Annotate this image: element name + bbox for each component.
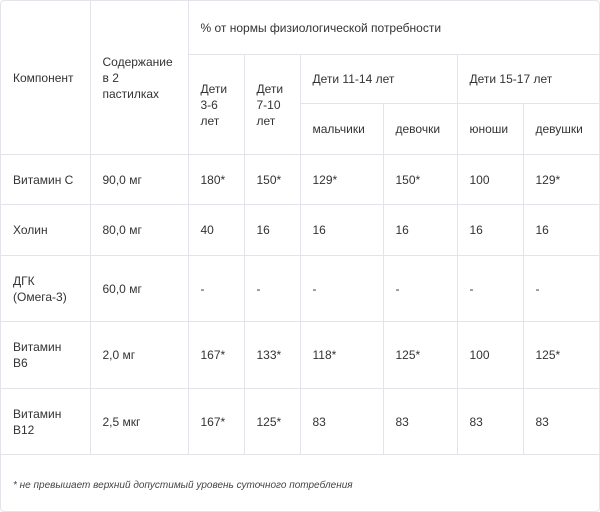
header-kids-3-6: Дети 3-6 лет [188, 55, 244, 155]
row-name: Витамин В6 [1, 322, 90, 389]
row-name: Витамин С [1, 155, 90, 205]
row-young-women: 129* [523, 155, 599, 205]
row-boys: 83 [300, 389, 383, 455]
row-kids-7-10: 150* [244, 155, 300, 205]
row-girls: 125* [383, 322, 457, 389]
row-young-women: 125* [523, 322, 599, 389]
row-young-women: - [523, 256, 599, 322]
table-row [1, 155, 599, 205]
header-kids-7-10: Дети 7-10 лет [244, 55, 300, 155]
row-boys: - [300, 256, 383, 322]
row-kids-3-6: 40 [188, 205, 244, 256]
row-girls: 16 [383, 205, 457, 256]
header-boys: мальчики [300, 104, 383, 155]
table-row [1, 322, 599, 389]
header-component: Компонент [1, 1, 90, 155]
row-kids-3-6: 167* [188, 322, 244, 389]
table-row [1, 205, 599, 256]
header-norm-title: % от нормы физиологической потребности [188, 1, 599, 55]
table-row [1, 389, 599, 455]
row-amount: 2,0 мг [90, 322, 188, 389]
header-young-women: девушки [523, 104, 599, 155]
row-kids-7-10: 16 [244, 205, 300, 256]
header-row-1 [1, 1, 599, 55]
row-kids-7-10: - [244, 256, 300, 322]
row-young-women: 16 [523, 205, 599, 256]
row-youths: 100 [457, 322, 523, 389]
row-boys: 16 [300, 205, 383, 256]
row-name: Холин [1, 205, 90, 256]
row-kids-7-10: 125* [244, 389, 300, 455]
table-row [1, 256, 599, 322]
row-boys: 129* [300, 155, 383, 205]
row-amount: 2,5 мкг [90, 389, 188, 455]
row-kids-3-6: - [188, 256, 244, 322]
row-kids-7-10: 133* [244, 322, 300, 389]
row-amount: 80,0 мг [90, 205, 188, 256]
header-girls: девочки [383, 104, 457, 155]
header-kids-11-14: Дети 11-14 лет [300, 55, 457, 104]
row-kids-3-6: 167* [188, 389, 244, 455]
row-amount: 60,0 мг [90, 256, 188, 322]
row-youths: - [457, 256, 523, 322]
row-girls: - [383, 256, 457, 322]
footnote: * не превышает верхний допустимый уровень суточного потребления [13, 480, 353, 491]
row-amount: 90,0 мг [90, 155, 188, 205]
row-youths: 100 [457, 155, 523, 205]
nutrition-table [1, 1, 599, 455]
row-girls: 83 [383, 389, 457, 455]
row-girls: 150* [383, 155, 457, 205]
row-young-women: 83 [523, 389, 599, 455]
header-content: Содержание в 2 пастилках [90, 1, 188, 155]
row-youths: 16 [457, 205, 523, 256]
row-kids-3-6: 180* [188, 155, 244, 205]
row-boys: 118* [300, 322, 383, 389]
row-name: Витамин В12 [1, 389, 90, 455]
header-youths: юноши [457, 104, 523, 155]
row-name: ДГК (Омега-3) [1, 256, 90, 322]
row-youths: 83 [457, 389, 523, 455]
header-kids-15-17: Дети 15-17 лет [457, 55, 599, 104]
